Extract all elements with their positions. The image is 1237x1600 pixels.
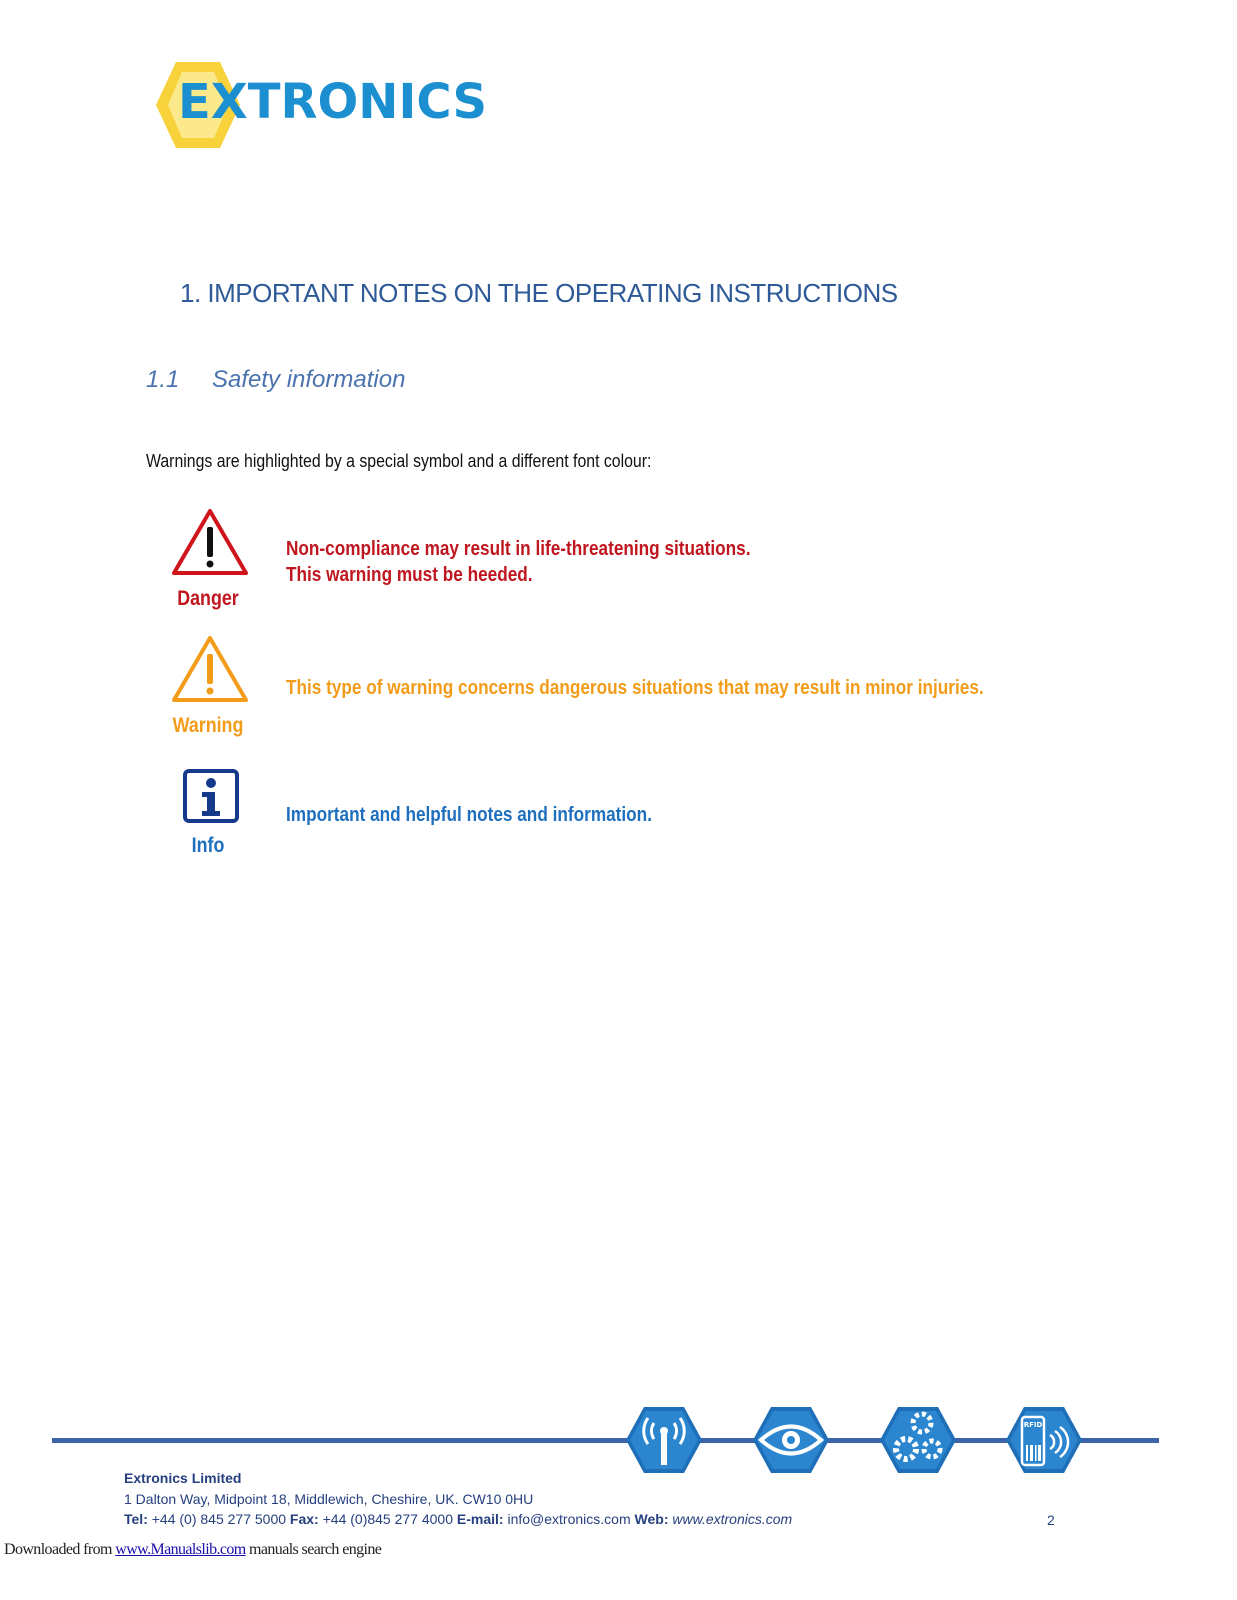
footer-divider [52, 1438, 1159, 1443]
danger-message [286, 536, 750, 588]
logo-text: EXTRONICS [178, 74, 488, 130]
footer-contact [124, 1511, 792, 1527]
subsection-heading [146, 366, 405, 394]
download-suffix: manuals search engine [245, 1541, 382, 1558]
manualslib-link[interactable]: www.Manualslib.com [115, 1541, 246, 1558]
subsection-number: 1.1 [146, 366, 180, 393]
email-label: E-mail: [456, 1511, 504, 1527]
tel-label: Tel: [124, 1511, 148, 1527]
danger-message-line1: Non-compliance may result in life-threatening situations. [286, 538, 751, 560]
email-value: info@extronics.com [507, 1511, 631, 1527]
info-label: Info [191, 834, 225, 857]
fax-value: +44 (0)845 277 4000 [322, 1511, 453, 1527]
download-prefix: Downloaded from [4, 1541, 116, 1558]
rfid-tag-text: RFID [1023, 1421, 1043, 1429]
warning-message: This type of warning concerns dangerous situations that may result in minor injuries. [286, 677, 984, 699]
page-number: 2 [1047, 1512, 1055, 1528]
info-message: Important and helpful notes and information. [286, 804, 652, 826]
warning-triangle-icon [170, 634, 250, 704]
subsection-title: Safety information [212, 366, 406, 393]
web-value: www.extronics.com [672, 1511, 793, 1527]
intro-text: Warnings are highlighted by a special symbol and a different font colour: [146, 451, 652, 471]
rfid-icon [1004, 1405, 1084, 1475]
web-label: Web: [634, 1511, 669, 1527]
fax-label: Fax: [289, 1511, 319, 1527]
footer-company: Extronics Limited [124, 1470, 242, 1486]
danger-message-line2: This warning must be heeded. [286, 564, 533, 586]
footer-address: 1 Dalton Way, Midpoint 18, Middlewich, Cheshire, UK. CW10 0HU [124, 1491, 534, 1507]
section-heading: 1. IMPORTANT NOTES ON THE OPERATING INSTRUCTIONS [180, 278, 898, 308]
warning-label: Warning [172, 714, 244, 737]
eye-icon [751, 1405, 831, 1475]
tel-value: +44 (0) 845 277 5000 [151, 1511, 287, 1527]
gears-icon [878, 1405, 958, 1475]
info-icon [182, 768, 240, 824]
wireless-antenna-icon [624, 1405, 704, 1475]
danger-label: Danger [177, 587, 239, 610]
download-note [4, 1541, 381, 1559]
danger-triangle-icon [170, 507, 250, 577]
